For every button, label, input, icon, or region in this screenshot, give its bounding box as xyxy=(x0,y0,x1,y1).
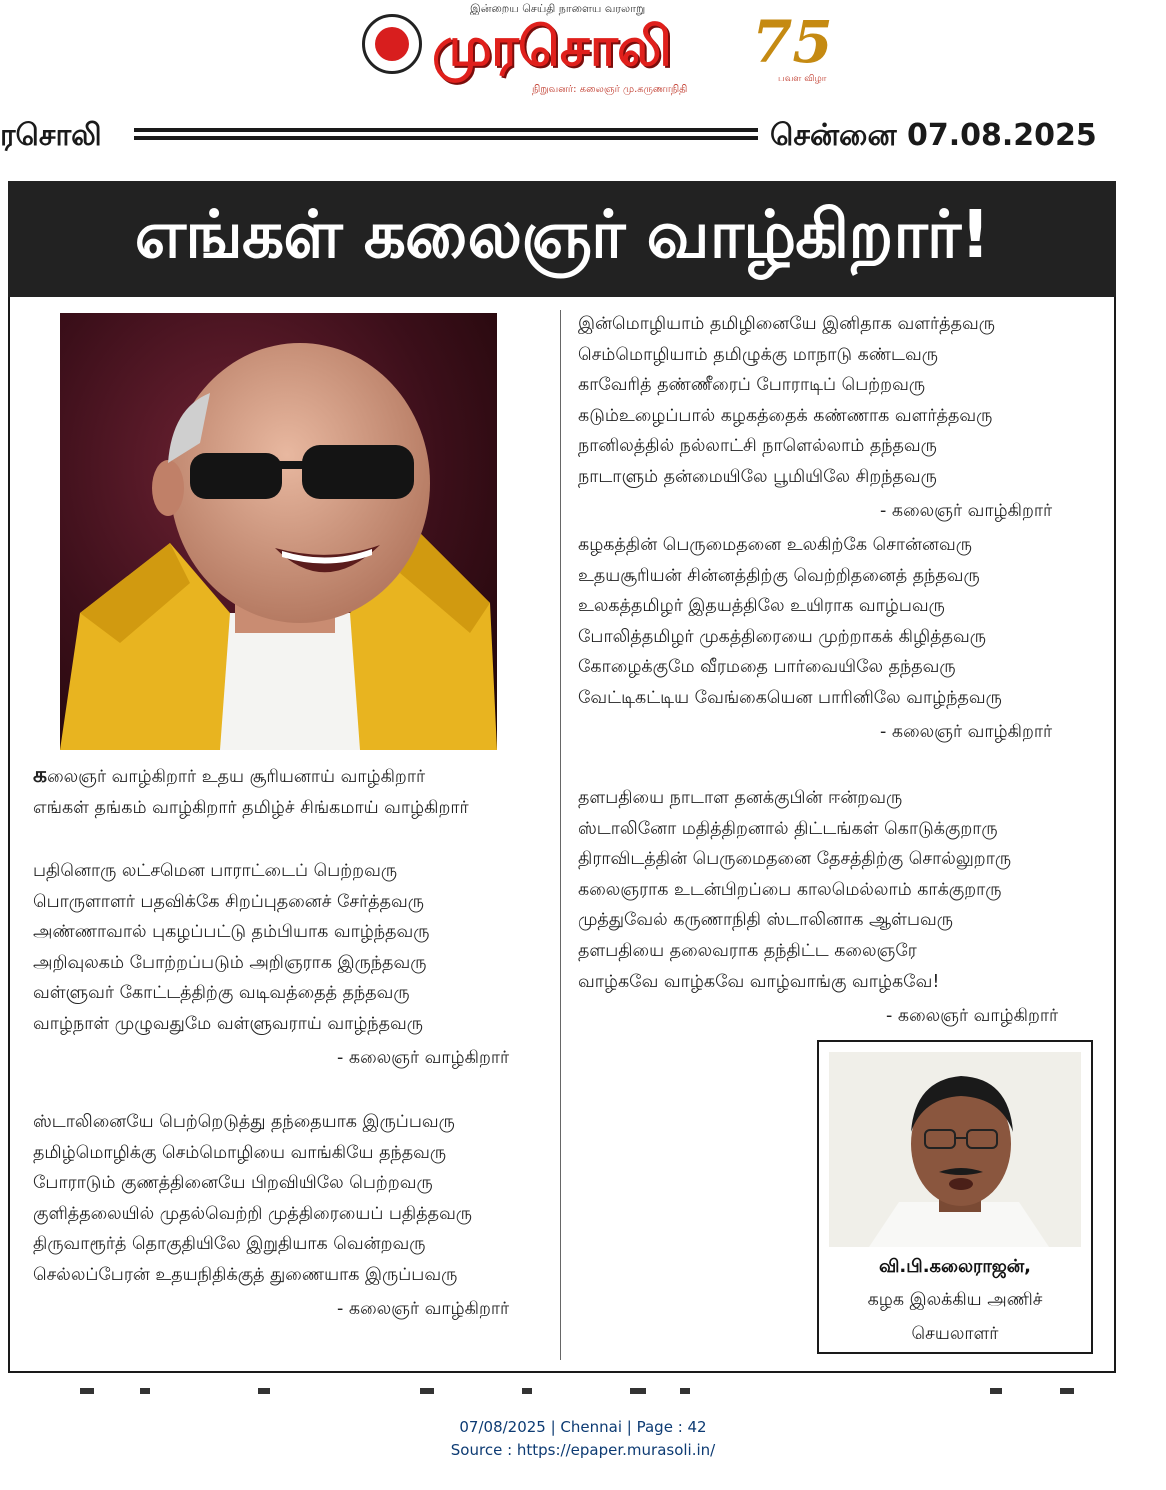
right-stanza-3 xyxy=(578,783,1011,997)
verse-line: நானிலத்தில் நல்லாட்சி நாளெல்லாம் தந்தவரு xyxy=(578,436,937,457)
author-name: வி.பி.கலைராஜன், xyxy=(878,1256,1032,1277)
masthead xyxy=(0,0,1166,108)
opening-line-1 xyxy=(33,761,469,793)
right-stanza-2 xyxy=(578,530,1002,714)
verse-line: போராடும் குணத்தினையே பிறவியிலே பெற்றவரு xyxy=(33,1173,433,1194)
header-row xyxy=(0,118,1166,158)
page-info: 07/08/2025 | Chennai | Page : 42 xyxy=(459,1418,707,1436)
refrain: - கலைஞர் வாழ்கிறார் xyxy=(880,501,1053,521)
verse-line: செல்லப்பேரன் உதயநிதிக்குத் துணையாக இருப்பவரு xyxy=(33,1264,458,1285)
verse-line: கலைஞராக உடன்பிறப்பை காலமெல்லாம் காக்குறாரு xyxy=(578,879,1002,900)
verse-line: ஸ்டாலினையே பெற்றெடுத்து தந்தையாக இருப்பவரு xyxy=(33,1112,455,1132)
verse-line: வள்ளுவர் கோட்டத்திற்கு வடிவத்தைத் தந்தவரு xyxy=(33,983,410,1004)
verse-line: நாடாளும் தன்மையிலே பூமியிலே சிறந்தவரு xyxy=(578,466,937,487)
verse-line: திருவாரூர்த் தொகுதியிலே இறுதியாக வென்றவரு xyxy=(33,1234,426,1255)
verse-line: கோழைக்குமே வீரமதை பார்வையிலே தந்தவரு xyxy=(578,657,956,678)
refrain: - கலைஞர் வாழ்கிறார் xyxy=(337,1048,510,1068)
left-stanza-1 xyxy=(33,856,429,1040)
column-divider xyxy=(560,310,561,1360)
verse-line: தமிழ்மொழிக்கு செம்மொழியை வாங்கியே தந்தவரு xyxy=(33,1142,447,1163)
author-role-line-2: செயலாளர் xyxy=(911,1324,999,1344)
header-rule-bottom xyxy=(134,136,758,140)
newspaper-logo: முரசொலி xyxy=(432,14,671,78)
verse-line: அறிவுலகம் போற்றப்படும் அறிஞராக இருந்தவரு xyxy=(33,952,427,973)
verse-line: உதயசூரியன் சின்னத்திற்கு வெற்றிதனைத் தந்தவரு xyxy=(578,565,980,586)
logo-founder-line: நிறுவனர்: கலைஞர் மு.கருணாநிதி xyxy=(532,84,688,95)
verse-line: உலகத்தமிழர் இதயத்திலே உயிராக வாழ்பவரு xyxy=(578,596,945,617)
left-stanza-2 xyxy=(33,1107,472,1291)
verse-line: அண்ணாவால் புகழப்பட்டு தம்பியாக வாழ்ந்தவரு xyxy=(33,922,430,943)
verse-line: குளித்தலையில் முதல்வெற்றி முத்திரையைப் பதித்தவரு xyxy=(33,1203,473,1224)
headline: எங்கள் கலைஞர் வாழ்கிறார்! xyxy=(134,196,990,273)
masthead-tagline: இன்றைய செய்தி நாளைய வரலாறு xyxy=(470,2,646,15)
verse-line: வாழ்கவே வாழ்கவே வாழ்வாங்கு வாழ்கவே! xyxy=(578,971,940,992)
source-link[interactable]: Source : https://epaper.murasoli.in/ xyxy=(450,1441,716,1459)
opening-verse xyxy=(33,761,469,823)
author-box xyxy=(817,1040,1093,1354)
author-role-line-1: கழக இலக்கிய அணிச் xyxy=(867,1290,1043,1310)
anniversary-caption: பவள விழா xyxy=(778,74,827,84)
right-stanza-1 xyxy=(578,309,995,493)
verse-line: தளபதியை நாடாள தனக்குபின் ஈன்றவரு xyxy=(578,788,903,808)
verse-line: போலித்தமிழர் முகத்திரையை முற்றாகக் கிழித்தவரு xyxy=(578,626,986,647)
anniversary-emblem: 75 xyxy=(752,8,833,76)
verse-line: கடும்உழைப்பால் கழகத்தைக் கண்ணாக வளர்த்தவரு xyxy=(578,405,993,426)
party-seal-logo xyxy=(362,14,422,74)
verse-line: இன்மொழியாம் தமிழினையே இனிதாக வளர்த்தவரு xyxy=(578,314,995,334)
paper-name-fragment: ரசொலி xyxy=(0,118,102,153)
refrain: - கலைஞர் வாழ்கிறார் xyxy=(886,1006,1059,1026)
dateline: சென்னை 07.08.2025 xyxy=(770,118,1097,153)
verse-line: ஸ்டாலினோ மதித்திறனால் திட்டங்கள் கொடுக்குறாரு xyxy=(578,818,998,839)
verse-line: கழகத்தின் பெருமைதனை உலகிற்கே சொன்னவரு xyxy=(578,535,972,555)
verse-line: தளபதியை தலைவராக தந்திட்ட கலைஞரே xyxy=(578,940,917,961)
header-rule-top xyxy=(134,128,758,132)
portrait-photo xyxy=(60,313,497,750)
verse-line: பதினொரு லட்சமென பாராட்டைப் பெற்றவரு xyxy=(33,861,398,881)
refrain: - கலைஞர் வாழ்கிறார் xyxy=(337,1299,510,1319)
drop-cap: க xyxy=(33,763,48,788)
headline-banner xyxy=(8,181,1116,297)
verse-line: திராவிடத்தின் பெருமைதனை தேசத்திற்கு சொல்லுறாரு xyxy=(578,849,1012,870)
verse-line: பொருளாளர் பதவிக்கே சிறப்புதனைச் சேர்த்தவரு xyxy=(33,891,425,912)
verse-line: வேட்டிகட்டிய வேங்கையென பாரினிலே வாழ்ந்தவரு xyxy=(578,687,1002,708)
refrain: - கலைஞர் வாழ்கிறார் xyxy=(880,722,1053,742)
clipped-next-line xyxy=(0,1384,1166,1396)
opening-line-2: எங்கள் தங்கம் வாழ்கிறார் தமிழ்ச் சிங்கமாய் வாழ்கிறார் xyxy=(33,797,469,818)
verse-line: முத்துவேல் கருணாநிதி ஸ்டாலினாக ஆள்பவரு xyxy=(578,910,953,931)
verse-line: வாழ்நாள் முழுவதுமே வள்ளுவராய் வாழ்ந்தவரு xyxy=(33,1013,423,1034)
author-photo xyxy=(829,1052,1081,1247)
verse-line: செம்மொழியாம் தமிழுக்கு மாநாடு கண்டவரு xyxy=(578,344,938,365)
verse-line: காவேரித் தண்ணீரைப் போராடிப் பெற்றவரு xyxy=(578,375,926,396)
opening-line-1-text: லைஞர் வாழ்கிறார் உதய சூரியனாய் வாழ்கிறார் xyxy=(47,767,426,787)
